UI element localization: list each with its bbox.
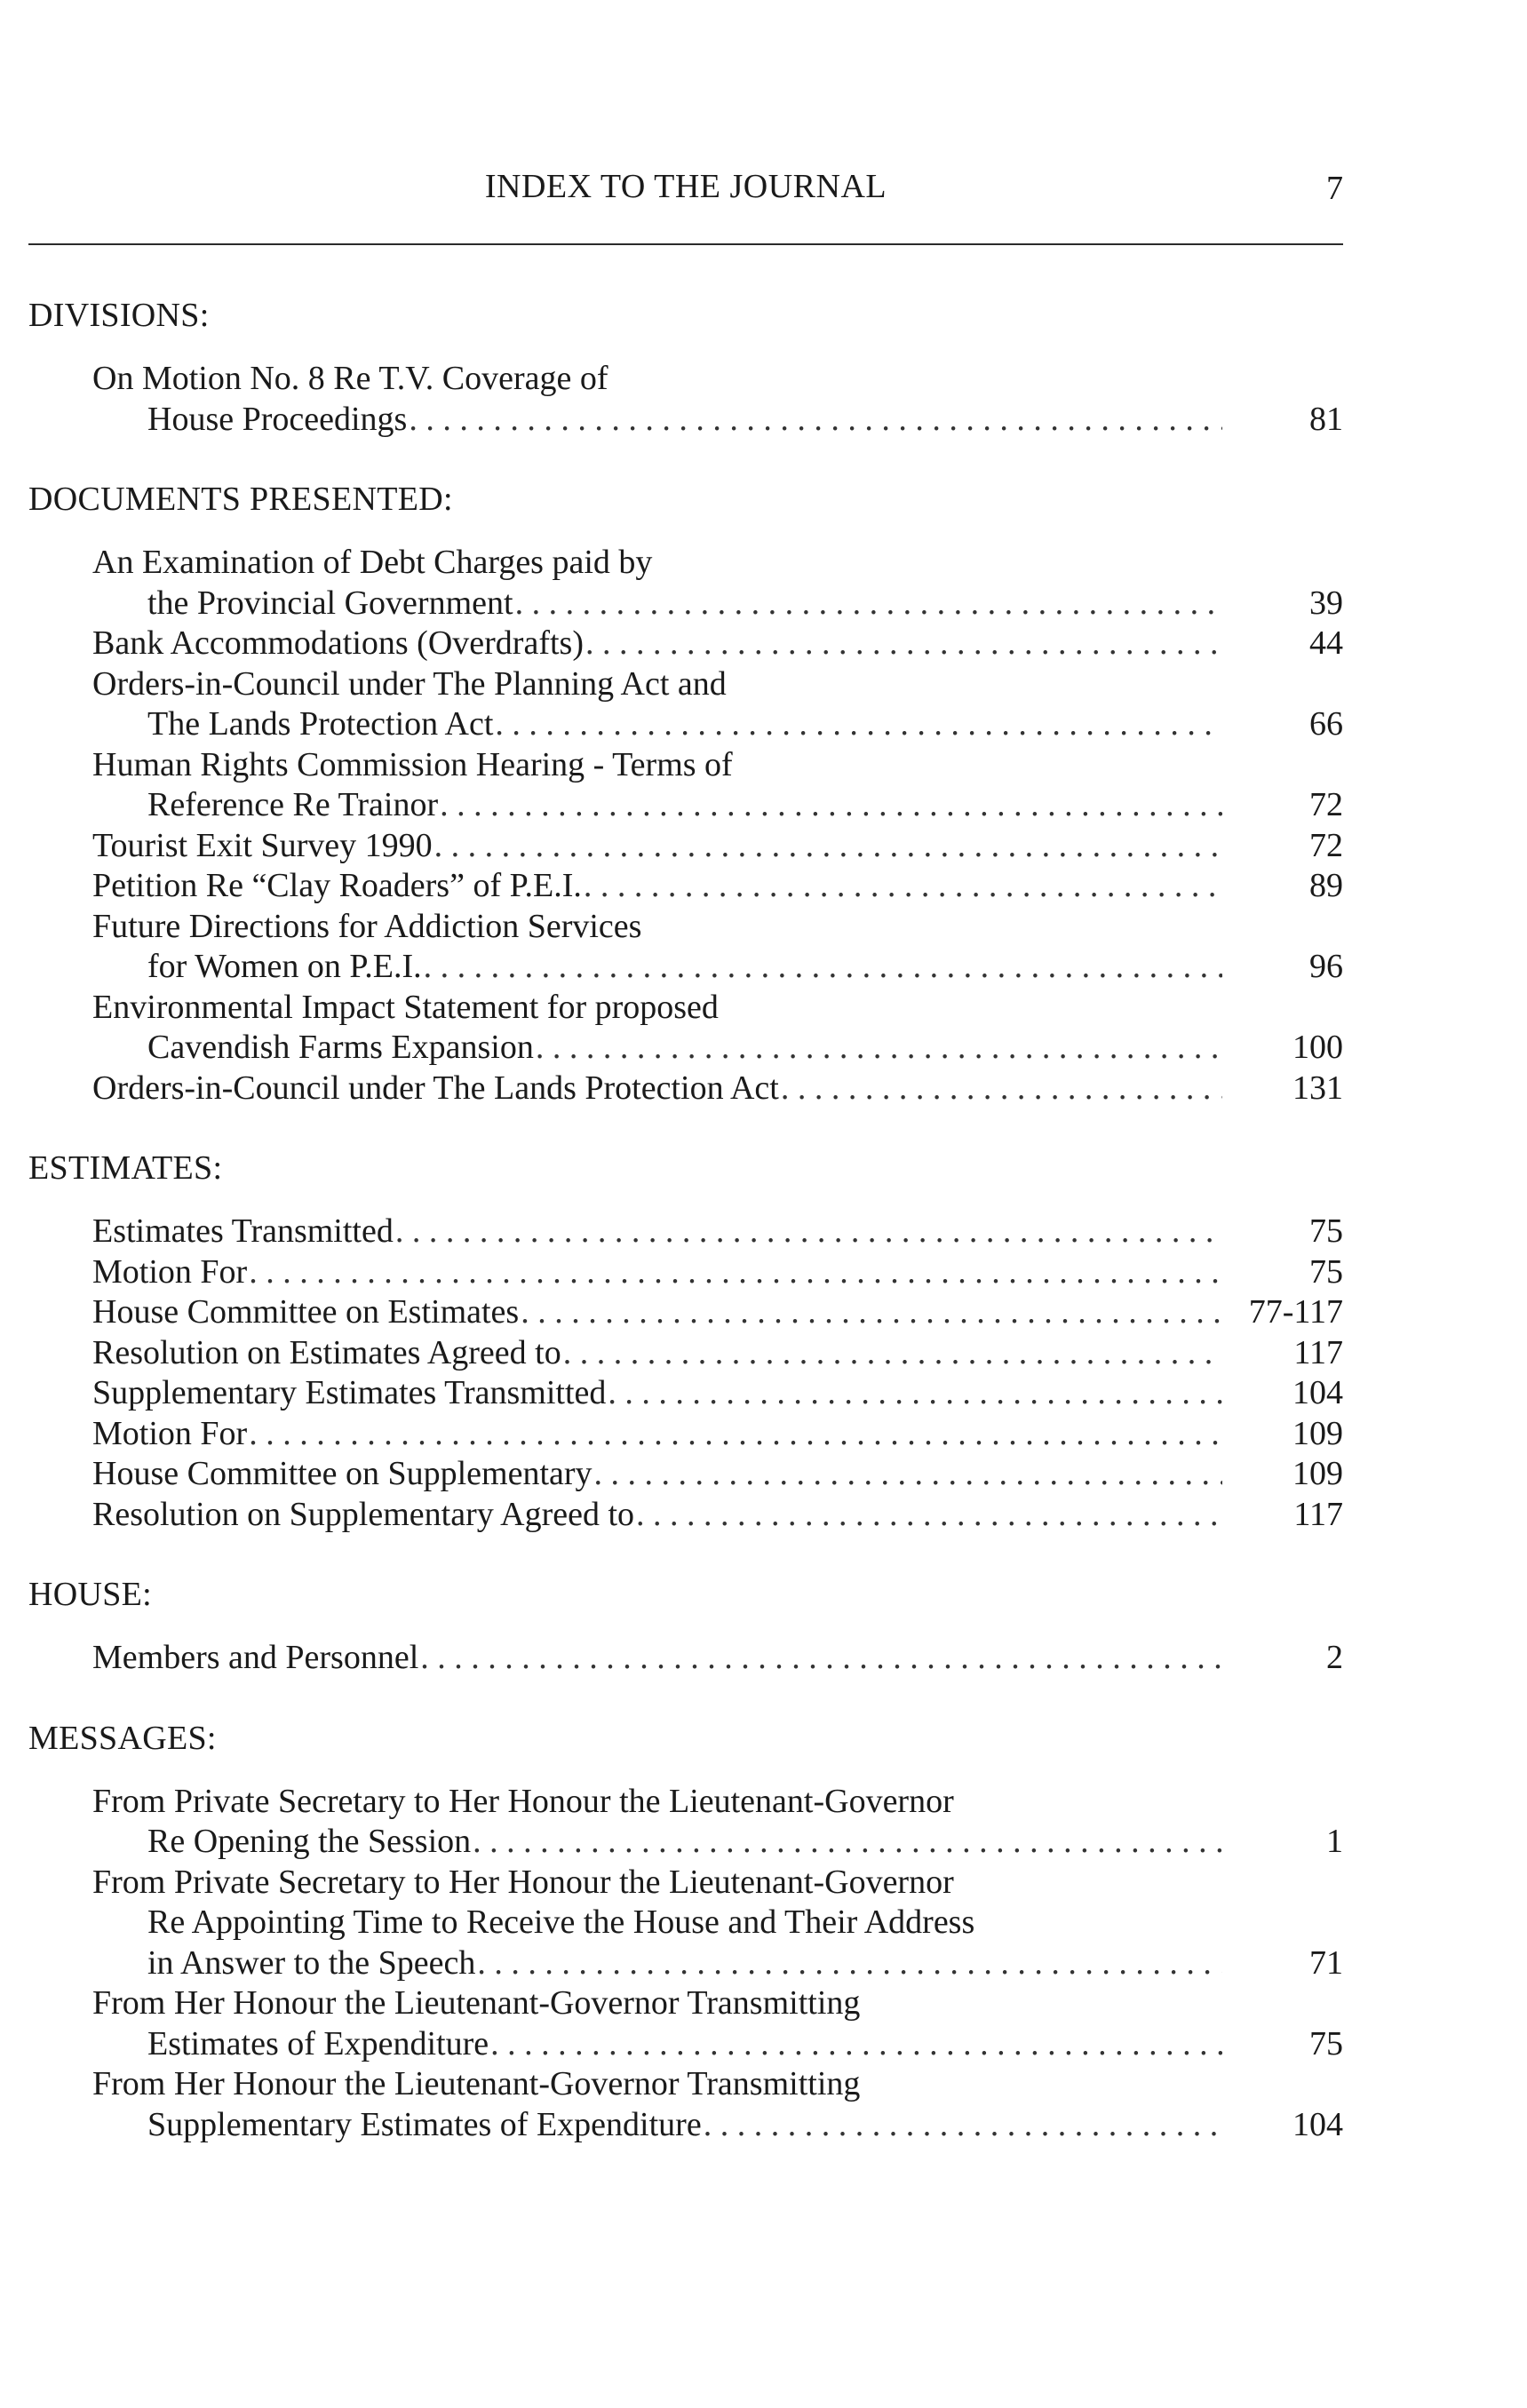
entry-line bbox=[28, 359, 1343, 400]
index-entry bbox=[28, 1414, 1343, 1455]
entry-text: Re Appointing Time to Receive the House and Their Address bbox=[147, 1903, 975, 1941]
index-entry bbox=[28, 664, 1343, 745]
page-reference: 72 bbox=[1309, 786, 1343, 823]
page-reference: 109 bbox=[1292, 1414, 1343, 1452]
entry-line bbox=[28, 2064, 1343, 2105]
index-entry bbox=[28, 1292, 1343, 1333]
page-header bbox=[28, 167, 1343, 220]
entry-text: for Women on P.E.I. bbox=[147, 948, 422, 985]
dot-leader bbox=[495, 704, 1222, 745]
dot-leader bbox=[395, 1212, 1222, 1252]
entry-line bbox=[28, 1373, 1343, 1414]
entry-list bbox=[28, 1212, 1343, 1535]
dot-leader bbox=[781, 1069, 1222, 1109]
section-heading: DIVISIONS: bbox=[28, 297, 210, 334]
dot-leader bbox=[536, 1028, 1222, 1069]
index-entry bbox=[28, 1212, 1343, 1252]
dot-leader bbox=[636, 1495, 1222, 1536]
page-reference: 77-117 bbox=[1248, 1293, 1343, 1331]
entry-text: in Answer to the Speech bbox=[147, 1943, 476, 1982]
index-entry bbox=[28, 1782, 1343, 1863]
entry-continuation-line bbox=[28, 1943, 1343, 1984]
page-reference: 96 bbox=[1309, 948, 1343, 985]
index-entry bbox=[28, 1863, 1343, 1984]
entry-text: Human Rights Commission Hearing - Terms of bbox=[92, 745, 733, 783]
entry-text: Future Directions for Addiction Services bbox=[92, 907, 642, 945]
entry-continuation-line bbox=[28, 947, 1343, 988]
index-entry bbox=[28, 1454, 1343, 1495]
entry-text: Reference Re Trainor bbox=[147, 786, 439, 823]
index-entry bbox=[28, 907, 1343, 988]
entry-text: Resolution on Estimates Agreed to bbox=[92, 1333, 561, 1371]
dot-leader bbox=[490, 2024, 1222, 2065]
dot-leader bbox=[409, 400, 1222, 441]
page-reference: 89 bbox=[1309, 867, 1343, 904]
dot-leader bbox=[477, 1943, 1222, 1984]
entry-continuation-line bbox=[28, 2024, 1343, 2065]
entry-line bbox=[28, 664, 1343, 705]
entry-text: Estimates Transmitted bbox=[92, 1212, 394, 1250]
page-reference: 81 bbox=[1309, 400, 1343, 438]
entry-line bbox=[28, 1292, 1343, 1333]
entry-text: From Private Secretary to Her Honour the Lieutenant-Governor bbox=[92, 1863, 954, 1901]
page-reference: 131 bbox=[1292, 1069, 1343, 1107]
entry-list bbox=[28, 359, 1343, 440]
entry-continuation-line bbox=[28, 785, 1343, 826]
entry-list bbox=[28, 1782, 1343, 2146]
index-section bbox=[28, 1148, 1343, 1535]
dot-leader bbox=[440, 785, 1222, 826]
entry-text: the Provincial Government bbox=[147, 584, 513, 622]
index-entry bbox=[28, 866, 1343, 907]
dot-leader bbox=[515, 584, 1222, 624]
dot-leader bbox=[424, 947, 1222, 988]
page-reference: 104 bbox=[1292, 1374, 1343, 1411]
index-entry bbox=[28, 1333, 1343, 1374]
entry-text: From Her Honour the Lieutenant-Governor Transmitting bbox=[92, 1984, 861, 2022]
dot-leader bbox=[473, 1822, 1222, 1863]
entry-text: Members and Personnel bbox=[92, 1639, 419, 1676]
section-heading: ESTIMATES: bbox=[28, 1149, 223, 1187]
dot-leader bbox=[585, 624, 1222, 664]
entry-line bbox=[28, 1414, 1343, 1455]
page-reference: 1 bbox=[1326, 1823, 1343, 1860]
entry-continuation-line bbox=[28, 1028, 1343, 1069]
section-heading: DOCUMENTS PRESENTED: bbox=[28, 481, 453, 518]
index-entry bbox=[28, 624, 1343, 664]
entry-continuation-line bbox=[28, 1903, 1343, 1943]
page-reference: 44 bbox=[1309, 624, 1343, 662]
entry-text: Orders-in-Council under The Lands Protection Act bbox=[92, 1069, 779, 1107]
entry-text: The Lands Protection Act bbox=[147, 705, 494, 743]
index-section bbox=[28, 480, 1343, 1109]
entry-continuation-line bbox=[28, 2105, 1343, 2146]
entry-text: On Motion No. 8 Re T.V. Coverage of bbox=[92, 360, 608, 397]
entry-text: Motion For bbox=[92, 1252, 248, 1291]
section-heading: MESSAGES: bbox=[28, 1719, 217, 1757]
entry-list bbox=[28, 1638, 1343, 1679]
index-entry bbox=[28, 1495, 1343, 1536]
entry-text: House Proceedings bbox=[147, 400, 408, 438]
entry-line bbox=[28, 1069, 1343, 1109]
entry-text: Petition Re “Clay Roaders” of P.E.I. bbox=[92, 867, 582, 904]
entry-line bbox=[28, 1495, 1343, 1536]
index-entry bbox=[28, 359, 1343, 440]
entry-line bbox=[28, 1863, 1343, 1903]
entry-continuation-line bbox=[28, 400, 1343, 441]
entry-text: Orders-in-Council under The Planning Act and bbox=[92, 664, 727, 703]
entry-text: Environmental Impact Statement for proposed bbox=[92, 988, 719, 1026]
page-reference: 75 bbox=[1309, 2024, 1343, 2062]
page-reference: 117 bbox=[1293, 1495, 1343, 1533]
index-section bbox=[28, 296, 1343, 440]
dot-leader bbox=[420, 1638, 1222, 1679]
page-reference: 72 bbox=[1309, 826, 1343, 864]
index-entry bbox=[28, 1638, 1343, 1679]
entry-text: Estimates of Expenditure bbox=[147, 2024, 489, 2062]
entry-line bbox=[28, 1454, 1343, 1495]
entry-line bbox=[28, 988, 1343, 1029]
entry-line bbox=[28, 1638, 1343, 1679]
entry-continuation-line bbox=[28, 1822, 1343, 1863]
header-rule bbox=[28, 243, 1343, 245]
page-reference: 100 bbox=[1292, 1029, 1343, 1066]
entry-line bbox=[28, 1333, 1343, 1374]
index-entry bbox=[28, 745, 1343, 826]
dot-leader bbox=[249, 1252, 1222, 1293]
index-content bbox=[28, 296, 1343, 2185]
entry-text: An Examination of Debt Charges paid by bbox=[92, 544, 653, 581]
index-entry bbox=[28, 1069, 1343, 1109]
page-number: 7 bbox=[1326, 170, 1343, 207]
page-reference: 117 bbox=[1293, 1333, 1343, 1371]
index-entry bbox=[28, 826, 1343, 867]
dot-leader bbox=[704, 2105, 1222, 2146]
entry-line bbox=[28, 1782, 1343, 1823]
entry-line bbox=[28, 624, 1343, 664]
index-entry bbox=[28, 1983, 1343, 2064]
index-entry bbox=[28, 2064, 1343, 2145]
dot-leader bbox=[434, 826, 1222, 867]
page-reference: 109 bbox=[1292, 1455, 1343, 1492]
entry-line bbox=[28, 1212, 1343, 1252]
entry-text: Bank Accommodations (Overdrafts) bbox=[92, 624, 584, 662]
index-entry bbox=[28, 988, 1343, 1069]
entry-line bbox=[28, 866, 1343, 907]
dot-leader bbox=[521, 1292, 1222, 1333]
entry-line bbox=[28, 826, 1343, 867]
page-reference: 39 bbox=[1309, 584, 1343, 622]
page-reference: 66 bbox=[1309, 705, 1343, 743]
index-entry bbox=[28, 543, 1343, 624]
entry-text: Supplementary Estimates Transmitted bbox=[92, 1374, 607, 1411]
entry-line bbox=[28, 1252, 1343, 1293]
index-entry bbox=[28, 1373, 1343, 1414]
dot-leader bbox=[594, 1454, 1222, 1495]
page-reference: 75 bbox=[1309, 1252, 1343, 1291]
entry-continuation-line bbox=[28, 704, 1343, 745]
index-section bbox=[28, 1719, 1343, 2146]
entry-line bbox=[28, 543, 1343, 584]
index-entry bbox=[28, 1252, 1343, 1293]
dot-leader bbox=[608, 1373, 1222, 1414]
entry-text: Cavendish Farms Expansion bbox=[147, 1029, 534, 1066]
entry-line bbox=[28, 1983, 1343, 2024]
page-reference: 75 bbox=[1309, 1212, 1343, 1250]
entry-line bbox=[28, 745, 1343, 786]
entry-continuation-line bbox=[28, 584, 1343, 624]
page-reference: 2 bbox=[1326, 1639, 1343, 1676]
index-section bbox=[28, 1575, 1343, 1679]
entry-text: Resolution on Supplementary Agreed to bbox=[92, 1495, 635, 1533]
running-title: INDEX TO THE JOURNAL bbox=[484, 168, 887, 205]
dot-leader bbox=[563, 1333, 1222, 1374]
entry-text: Motion For bbox=[92, 1414, 248, 1452]
entry-text: House Committee on Estimates bbox=[92, 1293, 520, 1331]
dot-leader bbox=[249, 1414, 1222, 1455]
page-reference: 104 bbox=[1292, 2105, 1343, 2143]
entry-text: From Her Honour the Lieutenant-Governor Transmitting bbox=[92, 2065, 861, 2102]
section-heading: HOUSE: bbox=[28, 1576, 153, 1613]
entry-line bbox=[28, 907, 1343, 948]
entry-text: House Committee on Supplementary bbox=[92, 1455, 593, 1492]
entry-text: Supplementary Estimates of Expenditure bbox=[147, 2105, 702, 2143]
entry-list bbox=[28, 543, 1343, 1109]
entry-text: Re Opening the Session bbox=[147, 1823, 472, 1860]
dot-leader bbox=[584, 866, 1222, 907]
entry-text: Tourist Exit Survey 1990 bbox=[92, 826, 433, 864]
page-reference: 71 bbox=[1309, 1943, 1343, 1982]
entry-text: From Private Secretary to Her Honour the Lieutenant-Governor bbox=[92, 1782, 954, 1820]
